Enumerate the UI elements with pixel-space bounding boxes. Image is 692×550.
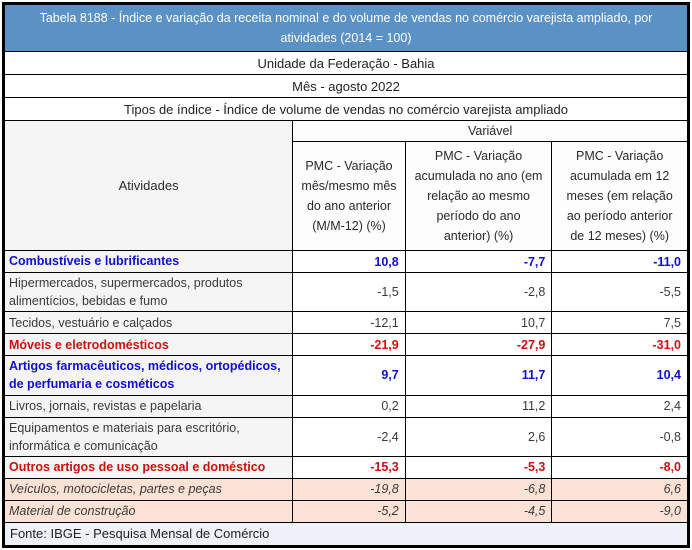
row-label: Hipermercados, supermercados, produtos alimentícios, bebidas e fumo bbox=[4, 273, 293, 312]
row-value: -1,5 bbox=[293, 273, 405, 312]
row-value: 2,6 bbox=[405, 417, 552, 456]
row-value: 11,2 bbox=[405, 395, 552, 417]
row-value: -2,8 bbox=[405, 273, 552, 312]
row-value: -12,1 bbox=[293, 312, 405, 334]
index-type-row bbox=[4, 98, 689, 121]
row-value: -7,7 bbox=[405, 251, 552, 273]
column-header-pmc-acum-ano: PMC - Variação acumulada no ano (em relação ao mesmo período do ano anterior) (%) bbox=[405, 142, 552, 251]
row-value: -6,8 bbox=[405, 478, 552, 500]
table-row bbox=[4, 395, 689, 417]
source-label: Fonte: IBGE - Pesquisa Mensal de Comércio bbox=[4, 522, 689, 546]
row-value: 2,4 bbox=[552, 395, 689, 417]
row-value: 9,7 bbox=[293, 356, 405, 395]
table-row bbox=[4, 417, 689, 456]
row-label: Combustíveis e lubrificantes bbox=[4, 251, 293, 273]
row-value: -0,8 bbox=[552, 417, 689, 456]
row-label: Veículos, motocicletas, partes e peças bbox=[4, 478, 293, 500]
row-label: Móveis e eletrodomésticos bbox=[4, 334, 293, 356]
row-label: Artigos farmacêuticos, médicos, ortopédicos, de perfumaria e cosméticos bbox=[4, 356, 293, 395]
row-value: 6,6 bbox=[552, 478, 689, 500]
month-row bbox=[4, 75, 689, 98]
row-value: 10,8 bbox=[293, 251, 405, 273]
row-value: 10,7 bbox=[405, 312, 552, 334]
variable-group-header-row bbox=[4, 121, 689, 142]
row-value: -9,0 bbox=[552, 500, 689, 522]
table-title-row bbox=[4, 4, 689, 52]
row-value: -5,3 bbox=[405, 456, 552, 478]
row-value: -5,2 bbox=[293, 500, 405, 522]
column-header-pmc-acum-12m: PMC - Variação acumulada em 12 meses (em relação ao período anterior de 12 meses) (%) bbox=[552, 142, 689, 251]
row-value: -21,9 bbox=[293, 334, 405, 356]
column-group-header-variavel: Variável bbox=[293, 121, 689, 142]
table-row bbox=[4, 312, 689, 334]
row-value: -27,9 bbox=[405, 334, 552, 356]
table-row bbox=[4, 334, 689, 356]
row-value: -2,4 bbox=[293, 417, 405, 456]
row-value: -8,0 bbox=[552, 456, 689, 478]
row-label: Material de construção bbox=[4, 500, 293, 522]
federation-unit-label: Unidade da Federação - Bahia bbox=[4, 52, 689, 75]
row-value: 0,2 bbox=[293, 395, 405, 417]
table-row bbox=[4, 273, 689, 312]
table-row bbox=[4, 500, 689, 522]
row-value: -5,5 bbox=[552, 273, 689, 312]
federation-unit-row bbox=[4, 52, 689, 75]
table-row bbox=[4, 456, 689, 478]
row-value: -11,0 bbox=[552, 251, 689, 273]
row-value: -31,0 bbox=[552, 334, 689, 356]
row-value: 10,4 bbox=[552, 356, 689, 395]
row-label: Outros artigos de uso pessoal e doméstico bbox=[4, 456, 293, 478]
index-type-label: Tipos de índice - Índice de volume de vendas no comércio varejista ampliado bbox=[4, 98, 689, 121]
row-label: Livros, jornais, revistas e papelaria bbox=[4, 395, 293, 417]
table-title: Tabela 8188 - Índice e variação da receita nominal e do volume de vendas no comércio varejista ampliado, por atividades (2014 = 100) bbox=[4, 4, 689, 52]
column-header-pmc-mm12: PMC - Variação mês/mesmo mês do ano anterior (M/M-12) (%) bbox=[293, 142, 405, 251]
row-value: -4,5 bbox=[405, 500, 552, 522]
row-value: -19,8 bbox=[293, 478, 405, 500]
table-row bbox=[4, 356, 689, 395]
ibge-table-8188 bbox=[2, 2, 690, 548]
row-label: Equipamentos e materiais para escritório, informática e comunicação bbox=[4, 417, 293, 456]
row-value: 11,7 bbox=[405, 356, 552, 395]
source-row bbox=[4, 522, 689, 546]
row-value: 7,5 bbox=[552, 312, 689, 334]
table-row bbox=[4, 478, 689, 500]
row-value: -15,3 bbox=[293, 456, 405, 478]
column-header-atividades: Atividades bbox=[4, 121, 293, 251]
table-row bbox=[4, 251, 689, 273]
row-label: Tecidos, vestuário e calçados bbox=[4, 312, 293, 334]
month-label: Mês - agosto 2022 bbox=[4, 75, 689, 98]
